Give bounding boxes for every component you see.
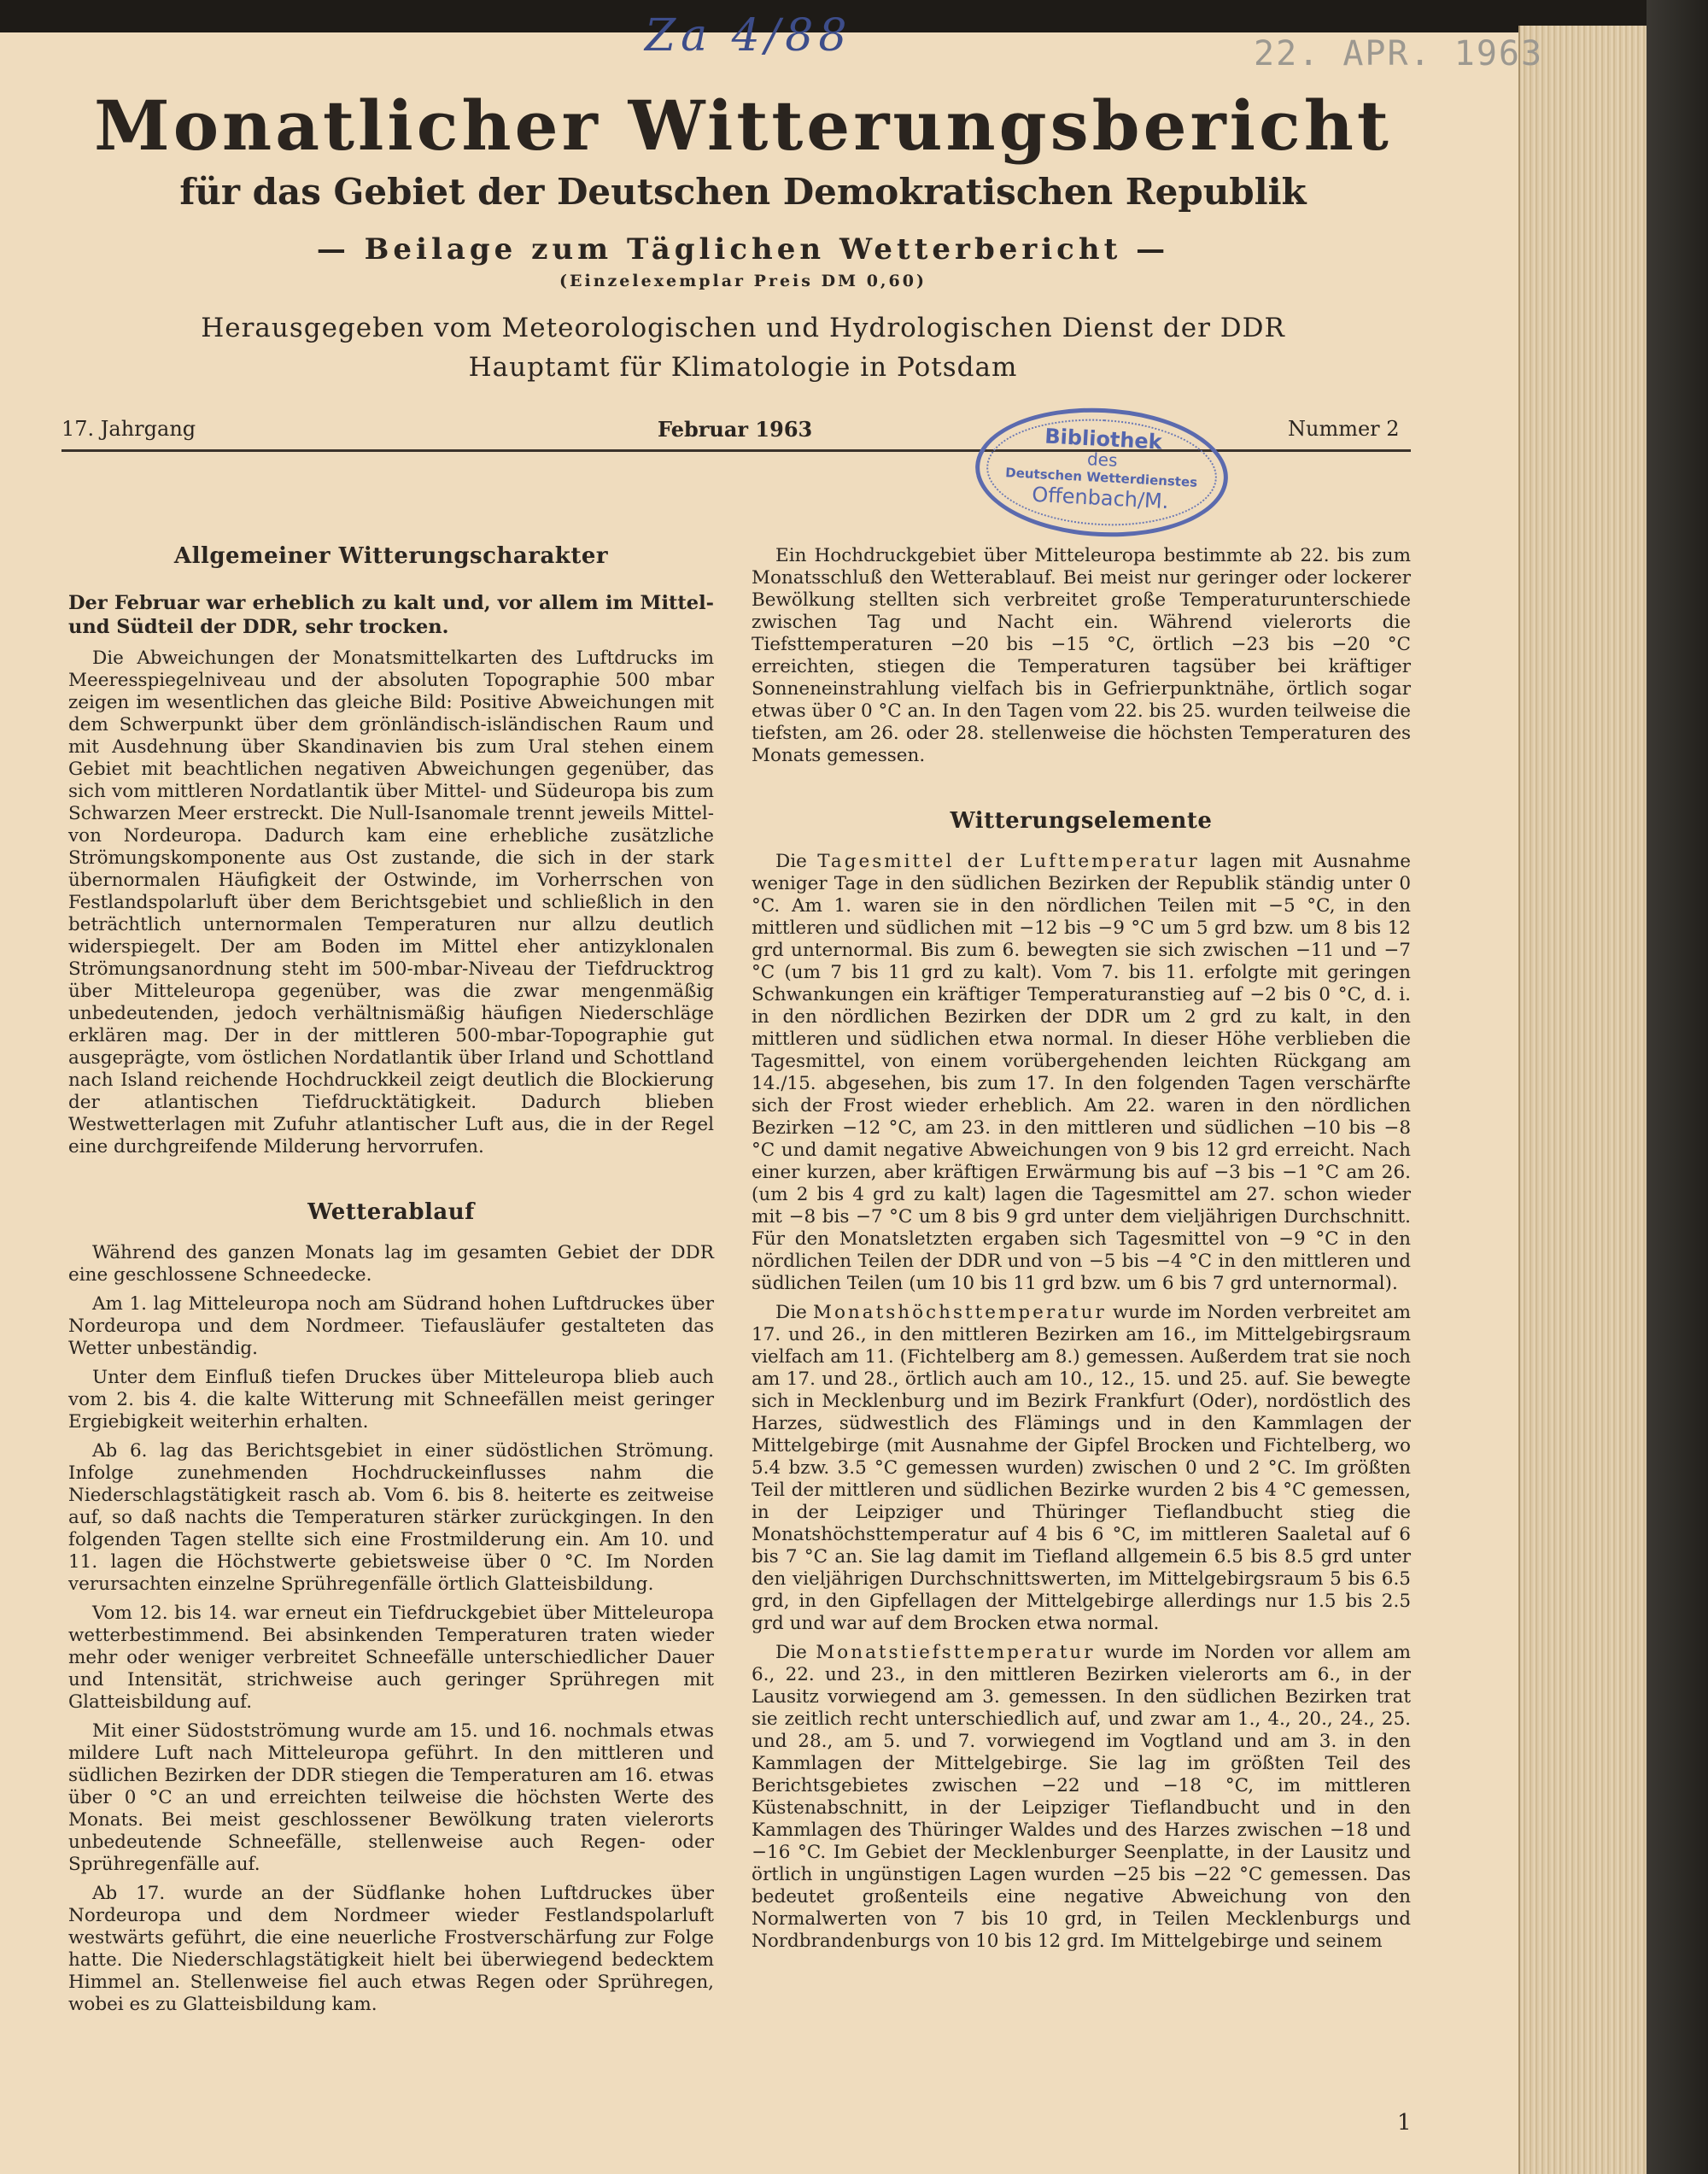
paragraph: Unter dem Einfluß tiefen Druckes über Mitteleuropa blieb auch vom 2. bis 4. die kalte Witterung mit Schneefällen meist geringer Ergiebigkeit weiterhin erhalten. xyxy=(68,1367,714,1433)
paragraph-max-temperature xyxy=(752,1302,1411,1635)
page-stack-edge xyxy=(1518,26,1648,2174)
supplement-line: — Beilage zum Täglichen Wetterbericht — xyxy=(316,232,1170,267)
term-max-temperature: Monatshöchsttemperatur xyxy=(812,1302,1107,1323)
paragraph-prefix: Die xyxy=(775,851,818,872)
publisher-office-line: Hauptamt für Klimatologie in Potsdam xyxy=(468,352,1018,383)
publisher-line: Herausgegeben vom Meteorologischen und Hydrologischen Dienst der DDR xyxy=(201,313,1285,343)
stamp-line: Offenbach/M. xyxy=(1031,482,1170,514)
paragraph-air-temperature xyxy=(752,851,1411,1295)
received-date-stamp: 22. APR. 1963 xyxy=(1254,34,1544,73)
paragraph: Während des ganzen Monats lag im gesamten Gebiet der DDR eine geschlossene Schneedecke. xyxy=(68,1242,714,1286)
paragraph: Ein Hochdruckgebiet über Mitteleuropa bestimmte ab 22. bis zum Monatsschluß den Wetterablauf. Bei meist nur geringer oder lockerer Bewölkung stellten sich verbreitet große Temperaturunterschiede zwischen Tag und Nacht ein. Während vielerorts die Tiefsttemperaturen −20 bis −15 °C, örtlich −23 bis −20 °C erreichten, stiegen die Temperaturen tagsüber bei kräftiger Sonneneinstrahlung vielfach bis in Gefrierpunktnähe, örtlich sogar etwas über 0 °C an. In den Tagen vom 22. bis 25. wurden teilweise die tiefsten, am 26. oder 28. stellenweise die höchsten Temperaturen des Monats gemessen. xyxy=(752,545,1411,766)
paragraph-text: wurde im Norden vor allem am 6., 22. und 23., in den mittleren Bezirken vielerorts am 6., in der Lausitz vorwiegend am 3. gemessen. In den südlichen Bezirken trat sie zeitlich recht unterschiedlich auf, und zwar am 1., 4., 20., 24., 25. und 28., am 5. und 7. vorwiegend im Vogtland und am 3. in den Kammlagen der Mittelgebirge. Sie lag im größten Teil des Berichtsgebietes zwischen −22 und −18 °C, im mittleren Küstenabschnitt, in der Leipziger Tieflandbucht und in den Kammlagen des Thüringer Waldes und des Harzes zwischen −18 und −16 °C. Im Gebiet der Mecklenburger Seenplatte, in der Lausitz und örtlich in ungünstigen Lagen wurden −25 bis −22 °C gemessen. Das bedeutet großenteils eine negative Abweichung von den Normalwerten von 7 bis 10 grd, in Teilen Mecklenburgs und Nordbrandenburgs von 10 bis 12 grd. Im Mittelgebirge und seinem xyxy=(752,1642,1411,1952)
stamp-line: Deutschen Wetterdienstes xyxy=(1004,465,1198,490)
issue-volume: 17. Jahrgang xyxy=(61,417,196,441)
stamp-line: des xyxy=(1086,448,1119,471)
price-line: (Einzelexemplar Preis DM 0,60) xyxy=(559,272,927,290)
term-min-temperature: Monatstiefsttemperatur xyxy=(816,1642,1096,1663)
paragraph: Am 1. lag Mitteleuropa noch am Südrand hohen Luftdruckes über Nordeuropa und dem Nordmeer. Tiefausläufer gestalteten das Wetter unbeständig. xyxy=(68,1293,714,1359)
paragraph-prefix: Die xyxy=(775,1302,813,1323)
stamp-line: Bibliothek xyxy=(1044,424,1163,454)
issue-number: Nummer 2 xyxy=(1288,417,1400,441)
masthead-subtitle: für das Gebiet der Deutschen Demokratischen Republik xyxy=(179,171,1307,213)
paragraph-min-temperature xyxy=(752,1642,1411,1953)
issue-month: Februar 1963 xyxy=(658,417,813,442)
left-column xyxy=(68,545,714,2016)
paragraph: Ab 17. wurde an der Südflanke hohen Luftdruckes über Nordeuropa und dem Nordmeer wieder Festlandspolarluft westwärts geführt, die eine neuerliche Frostverschärfung zur Folge hatte. Die Niederschlagstätigkeit hielt bei überwiegend bedecktem Himmel an. Stellenweise fiel auch etwas Regen oder Sprühregen, wobei es zu Glatteisbildung kam. xyxy=(68,1883,714,2015)
handwritten-shelf-mark: Za 4/88 xyxy=(645,10,852,62)
paragraph: Die Abweichungen der Monatsmittelkarten des Luftdrucks im Meeresspiegelniveau und der absoluten Topographie 500 mbar zeigen im wesentlichen das gleiche Bild: Positive Abweichungen mit dem Schwerpunkt über dem grönländisch-isländischen Raum und mit Ausdehnung über Skandinavien bis zum Ural stehen einem Gebiet mit beachtlichen negativen Abweichungen gegenüber, das sich vom mittleren Nordatlantik über Mittel- und Südeuropa bis zum Schwarzen Meer erstreckt. Die Null-Isanomale trennt jeweils Mittel- von Nordeuropa. Dadurch kam eine erhebliche zusätzliche Strömungskomponente aus Ost zustande, die sich in der stark übernormalen Häufigkeit der Ostwinde, im Vorherrschen von Festlandspolarluft über dem Berichtsgebiet und schließlich in den beträchtlich unternormalen Temperaturen nur allzu deutlich widerspiegelt. Der am Boden im Mittel eher antizyklonalen Strömungsanordnung steht im 500-mbar-Niveau der Tiefdrucktrog über Mitteleuropa gegenüber, was die zwar mengenmäßig unbedeutenden, jedoch verhältnismäßig häufigen Niederschläge erklären mag. Der in der mittleren 500-mbar-Topographie gut ausgeprägte, vom östlichen Nordatlantik über Irland und Schottland nach Island reichende Hochdruckkeil zeigt deutlich die Blockierung der atlantischen Tiefdrucktätigkeit. Dadurch blieben Westwetterlagen mit Zufuhr atlantischer Luft aus, die in der Regel eine durchgreifende Milderung hervorrufen. xyxy=(68,648,714,1157)
binding-cover xyxy=(1647,0,1708,2174)
masthead-title: Monatlicher Witterungsbericht xyxy=(94,85,1392,166)
section-heading-weather-elements: Witterungselemente xyxy=(950,808,1213,834)
term-air-temperature: Tagesmittel der Lufttemperatur xyxy=(817,851,1200,872)
paragraph-prefix: Die xyxy=(775,1642,816,1663)
paragraph: Vom 12. bis 14. war erneut ein Tiefdruckgebiet über Mitteleuropa wetterbestimmend. Bei absinkenden Temperaturen traten wieder mehr oder weniger verbreitet Schneefälle unterschiedlicher Dauer und Intensität, strichweise auch geringer Sprühregen mit Glatteisbildung auf. xyxy=(68,1603,714,1713)
section-heading-general-character: Allgemeiner Witterungscharakter xyxy=(173,543,609,569)
paragraph: Mit einer Südostströmung wurde am 15. und 16. nochmals etwas mildere Luft nach Mitteleuropa geführt. In den mittleren und südlichen Bezirken der DDR stiegen die Temperaturen am 16. etwas über 0 °C an und erreichten teilweise die höchsten Werte des Monats. Bei meist geschlossener Bewölkung traten vielerorts unbedeutende Schneefälle, stellenweise auch Regen- oder Sprühregenfälle auf. xyxy=(68,1720,714,1875)
right-column xyxy=(752,545,1411,1953)
page-number: 1 xyxy=(1397,2110,1412,2136)
paragraph-text: wurde im Norden verbreitet am 17. und 26., in den mittleren Bezirken am 16., im Mittelgebirgsraum vielfach am 11. (Fichtelberg am 8.) gemessen. Außerdem trat sie noch am 17. und 28., örtlich auch am 10., 12., 15. und 25. auf. Sie bewegte sich in Mecklenburg und im Bezirk Frankfurt (Oder), nordöstlich des Harzes, südwestlich des Flämings und in den Kammlagen der Mittelgebirge (mit Ausnahme der Gipfel Brocken und Fichtelberg, wo 5.4 bzw. 3.5 °C gemessen wurden) zwischen 0 und 2 °C. Im größten Teil der mittleren und südlichen Bezirke wurden 2 bis 4 °C gemessen, in der Leipziger und Thüringer Tieflandbucht stieg die Monatshöchsttemperatur auf 4 bis 6 °C, im mittleren Saaletal auf 6 bis 7 °C an. Sie lag damit im Tiefland allgemein 6.5 bis 8.5 grd unter den vieljährigen Durchschnittswerten, im Mittelgebirgsraum 5 bis 6.5 grd, in den Gipfellagen der Mittelgebirge allerdings nur 1.5 bis 2.5 grd und war auf dem Brocken etwa normal. xyxy=(752,1302,1411,1634)
paragraph-text: lagen mit Ausnahme weniger Tage in den südlichen Bezirken der Republik ständig unter 0 °C. Am 1. waren sie in den nördlichen Teilen mit −5 °C, in den mittleren und südlichen mit −12 bis −9 °C um 5 grd bzw. um 8 bis 12 grd unternormal. Bis zum 6. bewegten sie sich zwischen −11 und −7 °C (um 7 bis 11 grd zu kalt). Vom 7. bis 11. erfolgte mit geringen Schwankungen ein kräftiger Temperaturanstieg auf −2 bis 0 °C, d. i. in den nördlichen Bezirken der DDR um 2 grd zu kalt, in den mittleren und südlichen etwa normal. In dieser Höhe verblieben die Tagesmittel, von einem vorübergehenden leichten Rückgang am 14./15. abgesehen, bis zum 17. In den folgenden Tagen verschärfte sich der Frost wieder erheblich. Am 22. waren in den nördlichen Bezirken −12 °C, am 23. in den mittleren und südlichen −10 bis −8 °C und damit negative Abweichungen von 9 bis 12 grd erreicht. Nach einer kurzen, aber kräftigen Erwärmung bis auf −3 bis −1 °C am 26. (um 2 bis 4 grd zu kalt) lagen die Tagesmittel am 27. schon wieder mit −8 bis −7 °C um 8 bis 9 grd unter dem vieljährigen Durchschnitt. Für den Monatsletzten ergaben sich Tagesmittel von −9 °C in den nördlichen Teilen der DDR und von −5 bis −4 °C in den mittleren und südlichen Teilen (um 10 bis 11 grd bzw. um 6 bis 7 grd unternormal). xyxy=(752,851,1412,1294)
lead-summary: Der Februar war erheblich zu kalt und, vor allem im Mittel- und Südteil der DDR, sehr trocken. xyxy=(68,592,714,638)
section-heading-weather-course: Wetterablauf xyxy=(307,1199,475,1225)
paragraph: Ab 6. lag das Berichtsgebiet in einer südöstlichen Strömung. Infolge zunehmenden Hochdruckeinflusses nahm die Niederschlagstätigkeit rasch ab. Vom 6. bis 8. heiterte es zeitweise auf, so daß nachts die Temperaturen stärker zurückgingen. In den folgenden Tagen stellte sich eine Frostmilderung ein. Am 10. und 11. lagen die Höchstwerte gebietsweise über 0 °C. Im Norden verursachten einzelne Sprühregenfälle örtlich Glatteisbildung. xyxy=(68,1440,714,1595)
